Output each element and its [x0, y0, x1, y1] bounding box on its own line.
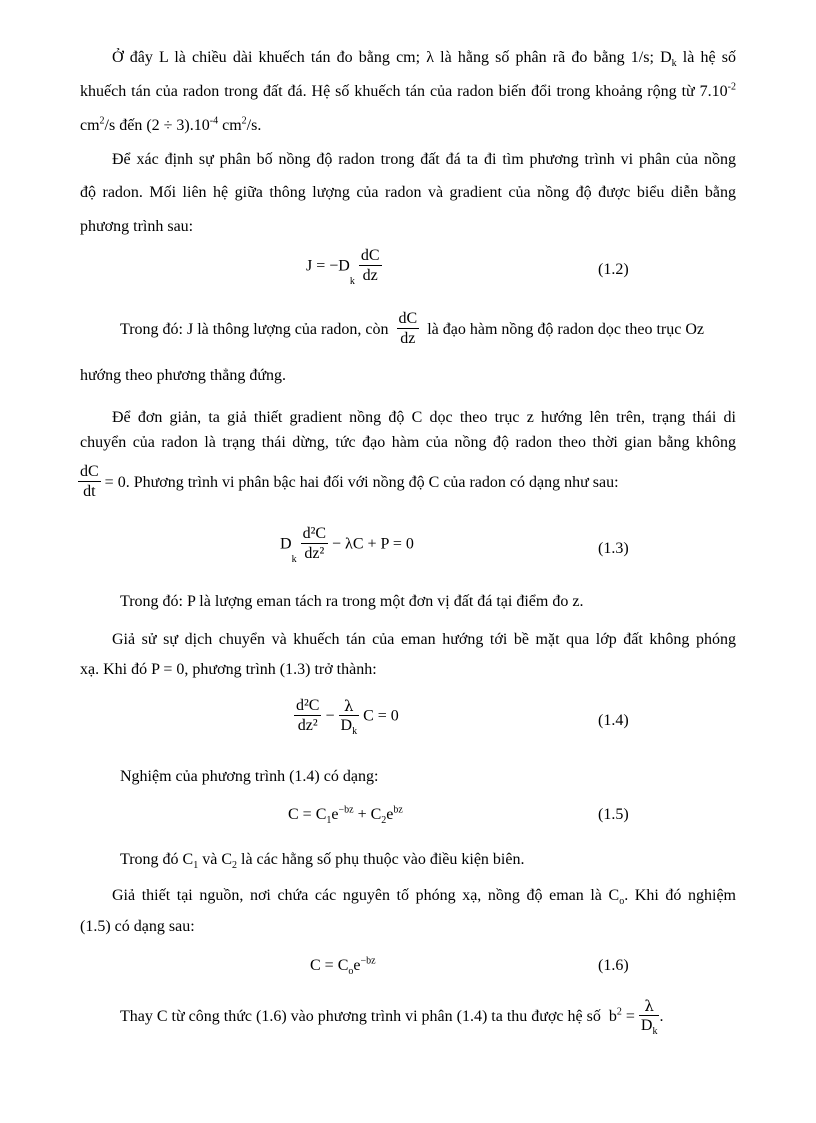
paragraph-10-line-1: Thay C từ công thức (1.6) vào phương trình vi phân (1.4) ta thu được hệ số $b^2$ = $\frac{\lambda}{D_k}$ .: [120, 997, 664, 1038]
paragraph-6-line-1: Giả sử sự dịch chuyển và khuếch tán của eman hướng tới bề mặt qua lớp đất không phóng: [112, 631, 736, 648]
paragraph-8-line-1: Trong đó $C_1$ và $C_2$ là các hằng số phụ thuộc vào điều kiện biên.: [120, 851, 525, 872]
equation-number-1-6: (1.6): [598, 957, 629, 974]
equation-1-6: $C = C_oe^{-bz}$: [310, 955, 376, 978]
paragraph-1-line-1: Ở đây L là chiều dài khuếch tán đo bằng cm; λ là hằng số phân rã đo bằng 1/s; $D_k$ là hệ số: [112, 49, 737, 70]
equation-number-1-4: (1.4): [598, 712, 629, 729]
equation-1-3: $D_k$ $\frac{\text{d²C}}{\text{dz²}}$ − λC + P = 0: [280, 525, 414, 566]
equation-number-1-2: (1.2): [598, 261, 629, 278]
paragraph-3-line-2: hướng theo phương thẳng đứng.: [80, 367, 287, 384]
paragraph-2-line-1: Để xác định sự phân bố nồng độ radon trong đất đá ta đi tìm phương trình vi phân của nồng: [112, 151, 736, 168]
paragraph-9-line-2: (1.5) có dạng sau:: [80, 918, 195, 935]
paragraph-2-line-2: độ radon. Mối liên hệ giữa thông lượng của radon và gradient của nồng độ được biểu diễn bằng: [80, 184, 736, 201]
equation-number-1-5: (1.5): [598, 806, 629, 823]
paragraph-9-line-1: Giả thiết tại nguồn, nơi chứa các nguyên tố phóng xạ, nồng độ eman là $C_o$. Khi đó nghiệm: [112, 887, 736, 908]
paragraph-7-line-1: Nghiệm của phương trình (1.4) có dạng:: [120, 768, 379, 785]
paragraph-3-line-1: Trong đó: J là thông lượng của radon, còn $\frac{dC}{dz}$ là đạo hàm nồng độ radon dọc theo trục Oz: [120, 310, 704, 347]
paragraph-4-line-1: Để đơn giản, ta giả thiết gradient nồng độ C dọc theo trục z hướng lên trên, trạng thái di: [112, 409, 736, 426]
paragraph-6-line-2: xạ. Khi đó P = 0, phương trình (1.3) trở thành:: [80, 661, 377, 678]
equation-1-5: $C = C_1e^{-bz} + C_2e^{bz}$: [288, 804, 403, 827]
paragraph-4-line-2: chuyển của radon là trạng thái dừng, tức đạo hàm của nồng độ radon theo thời gian bằng không: [80, 434, 736, 451]
equation-1-4: $\frac{\text{d²C}}{\text{dz²}}$ − $\frac{\lambda}{D_k}$ C = 0: [296, 697, 399, 738]
paragraph-5-line-1: Trong đó: P là lượng eman tách ra trong một đơn vị đất đá tại điểm đo z.: [120, 593, 584, 610]
equation-number-1-3: (1.3): [598, 540, 629, 557]
paragraph-1-line-3: $cm^2/s$ đến $(2 \div 3).10^{-4}$ $cm^2/s$.: [80, 115, 262, 134]
equation-1-2: $J = -D_k$ $\frac{dC}{dz}$: [306, 247, 380, 288]
paragraph-4-line-3: $\frac{dC}{dt}$ = 0. Phương trình vi phân bậc hai đối với nồng độ C của radon có dạng như sau:: [80, 463, 619, 500]
paragraph-2-line-3: phương trình sau:: [80, 218, 194, 235]
paragraph-1-line-2: khuếch tán của radon trong đất đá. Hệ số khuếch tán của radon biến đổi trong khoảng rộng từ $7.10^{-2}$: [80, 81, 736, 100]
